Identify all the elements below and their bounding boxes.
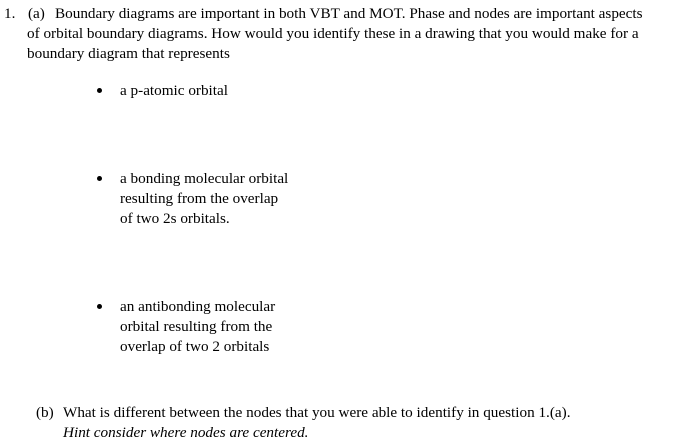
part-b-text: What is different between the nodes that you were able to identify in question 1.(a).: [63, 404, 571, 421]
list-item-3-line-2: orbital resulting from the: [120, 318, 273, 335]
list-item-2-line-2: resulting from the overlap: [120, 190, 279, 207]
list-item-3-line-1: an antibonding molecular: [120, 298, 276, 315]
part-a-intro-line-3: boundary diagram that represents: [27, 45, 230, 62]
bullet-icon: [97, 176, 102, 181]
part-a-intro-line-2: of orbital boundary diagrams. How would you identify these in a drawing that you would make for a: [27, 25, 639, 42]
part-a-intro-line-1: Boundary diagrams are important in both VBT and MOT. Phase and nodes are important aspects: [55, 5, 643, 22]
question-number: 1.: [4, 5, 16, 22]
part-a-label: (a): [28, 5, 45, 22]
list-item-1-line-1: a p-atomic orbital: [120, 82, 228, 99]
bullet-icon: [97, 88, 102, 93]
list-item-2-line-3: of two 2s orbitals.: [120, 210, 230, 227]
list-item-2-line-1: a bonding molecular orbital: [120, 170, 289, 187]
part-b-hint: Hint consider where nodes are centered.: [63, 424, 309, 441]
list-item-3-line-3: overlap of two 2 orbitals: [120, 338, 270, 355]
part-b-label: (b): [36, 404, 54, 421]
bullet-icon: [97, 304, 102, 309]
